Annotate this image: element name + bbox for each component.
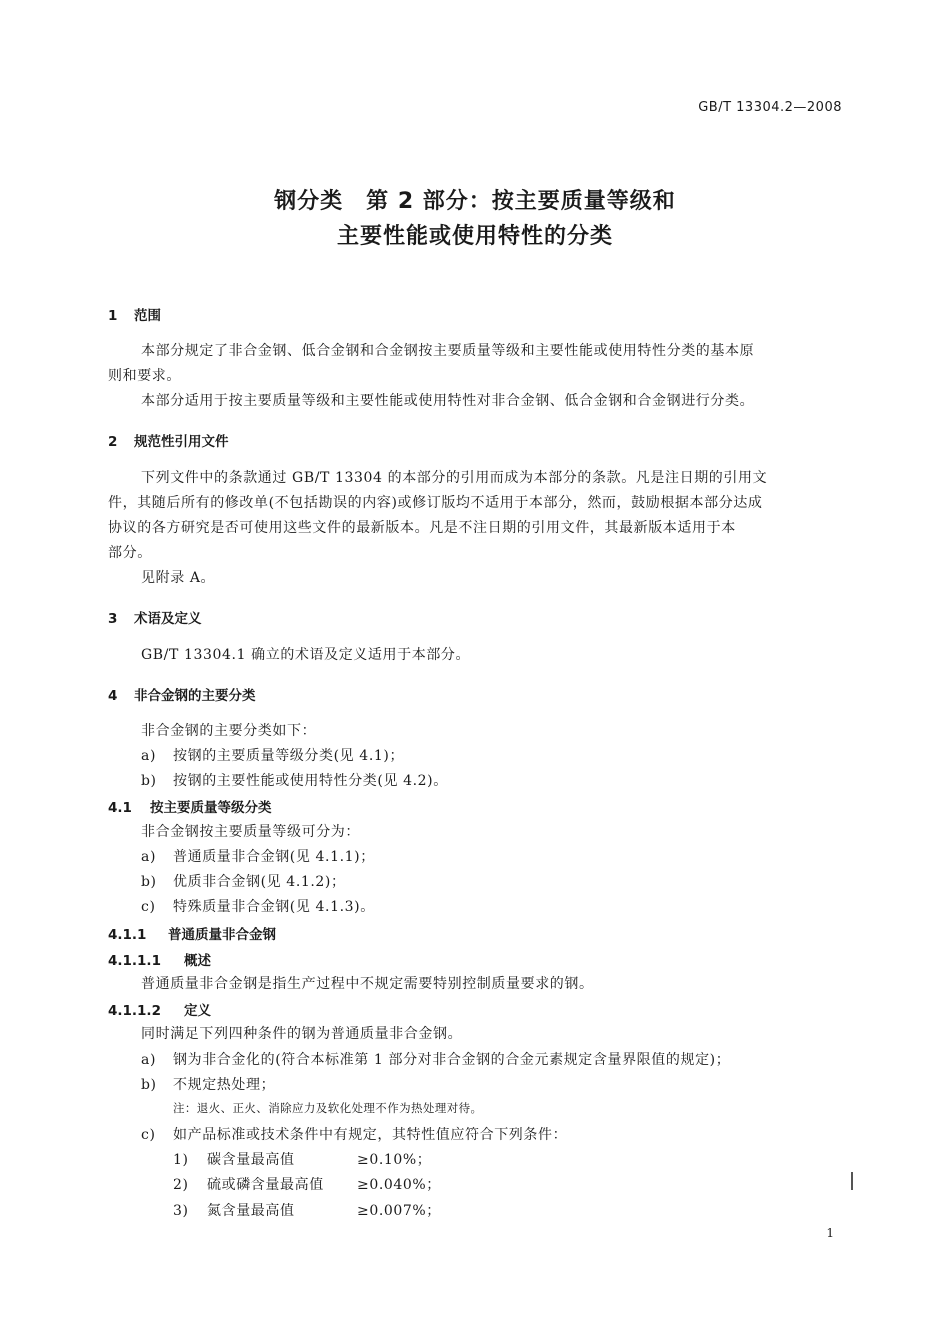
list-text: 优质非合金钢(见 4.1.2)； [173, 874, 346, 890]
section-3-heading [108, 607, 202, 627]
list-label: b) [141, 1077, 157, 1093]
list-item [141, 846, 375, 866]
note: 注：退火、正火、消除应力及软化处理不作为热处理对待。 [173, 1101, 483, 1115]
list-label: a) [141, 748, 157, 764]
section-4-heading [108, 684, 256, 704]
list-item [141, 896, 375, 916]
section-2-heading [108, 430, 229, 450]
sec4-1-intro: 非合金钢按主要质量等级可分为： [141, 824, 360, 840]
section-number: 4 [108, 688, 118, 704]
list-text: 按钢的主要质量等级分类(见 4.1)； [173, 748, 405, 764]
section-4-1-1-heading [108, 923, 276, 943]
section-number: 3 [108, 611, 118, 627]
sec4-intro: 非合金钢的主要分类如下： [141, 723, 317, 739]
list-text: 普通质量非合金钢(见 4.1.1)； [173, 849, 375, 865]
sec4-1-1-2-intro: 同时满足下列四种条件的钢为普通质量非合金钢。 [141, 1026, 463, 1042]
section-4-1-1-1-heading [108, 949, 211, 969]
section-number: 4.1.1.2 [108, 1003, 161, 1019]
list-label: b) [141, 874, 157, 890]
section-title: 普通质量非合金钢 [168, 927, 276, 943]
sub-list-name: 氮含量最高值 [207, 1203, 295, 1219]
list-label: c) [141, 1127, 156, 1143]
sub-list-value: ≥0.10%； [357, 1152, 432, 1168]
section-4-1-heading [108, 796, 272, 816]
section-number: 1 [108, 308, 118, 324]
document-title-line1: 钢分类 第 2 部分：按主要质量等级和 [274, 189, 676, 214]
section-title: 术语及定义 [134, 611, 202, 627]
list-item [141, 770, 448, 790]
list-item [141, 745, 404, 765]
standard-number: GB/T 13304.2—2008 [698, 100, 842, 115]
list-item [141, 871, 346, 891]
sub-list-name: 硫或磷含量最高值 [207, 1177, 324, 1193]
sub-list-item [173, 1149, 431, 1169]
sec2-paragraph: 见附录 A。 [141, 570, 216, 586]
list-label: a) [141, 849, 157, 865]
change-bar [851, 1172, 853, 1190]
sub-list-value: ≥0.007%； [357, 1203, 441, 1219]
list-text: 特殊质量非合金钢(见 4.1.3)。 [173, 899, 375, 915]
sub-list-label: 2) [173, 1177, 189, 1193]
document-title-line2: 主要性能或使用特性的分类 [336, 224, 613, 249]
list-text: 不规定热处理； [173, 1077, 276, 1093]
page-number: 1 [826, 1226, 834, 1240]
list-text: 按钢的主要性能或使用特性分类(见 4.2)。 [173, 773, 448, 789]
sec1-paragraph-line: 本部分规定了非合金钢、低合金钢和合金钢按主要质量等级和主要性能或使用特性分类的基本原 [141, 343, 755, 359]
section-title: 按主要质量等级分类 [150, 800, 272, 816]
sub-list-item [173, 1174, 441, 1194]
sec3-paragraph: GB/T 13304.1 确立的术语及定义适用于本部分。 [141, 647, 471, 663]
list-text: 如产品标准或技术条件中有规定，其特性值应符合下列条件： [173, 1127, 568, 1143]
section-title: 范围 [134, 308, 161, 324]
sec4-1-1-1-paragraph: 普通质量非合金钢是指生产过程中不规定需要特别控制质量要求的钢。 [141, 976, 594, 992]
sub-list-name: 碳含量最高值 [207, 1152, 295, 1168]
section-title: 规范性引用文件 [134, 434, 229, 450]
sec2-paragraph-line: 协议的各方研究是否可使用这些文件的最新版本。凡是不注日期的引用文件，其最新版本适用于本 [108, 520, 736, 536]
sec1-paragraph: 本部分适用于按主要质量等级和主要性能或使用特性对非合金钢、低合金钢和合金钢进行分类。 [141, 393, 755, 409]
section-number: 4.1 [108, 800, 132, 816]
sec1-paragraph-line: 则和要求。 [108, 368, 181, 384]
sub-list-item [173, 1200, 441, 1220]
section-1-heading [108, 304, 161, 324]
list-label: c) [141, 899, 156, 915]
list-label: b) [141, 773, 157, 789]
section-number: 2 [108, 434, 118, 450]
sec2-paragraph-line: 件，其随后所有的修改单(不包括勘误的内容)或修订版均不适用于本部分，然而，鼓励根据本部分达成 [108, 495, 763, 511]
sub-list-label: 1) [173, 1152, 189, 1168]
list-item [141, 1124, 567, 1144]
section-title: 概述 [184, 953, 211, 969]
section-title: 非合金钢的主要分类 [134, 688, 256, 704]
sec2-paragraph-line: 部分。 [108, 545, 152, 561]
list-label: a) [141, 1052, 157, 1068]
list-item [141, 1074, 275, 1094]
section-number: 4.1.1 [108, 927, 147, 943]
section-4-1-1-2-heading [108, 999, 211, 1019]
sub-list-label: 3) [173, 1203, 189, 1219]
sub-list-value: ≥0.040%； [357, 1177, 441, 1193]
section-title: 定义 [184, 1003, 211, 1019]
section-number: 4.1.1.1 [108, 953, 161, 969]
sec2-paragraph-line: 下列文件中的条款通过 GB/T 13304 的本部分的引用而成为本部分的条款。凡是注日期的引用文 [141, 470, 768, 486]
list-text: 钢为非合金化的(符合本标准第 1 部分对非合金钢的合金元素规定含量界限值的规定)； [173, 1052, 731, 1068]
list-item [141, 1049, 730, 1069]
